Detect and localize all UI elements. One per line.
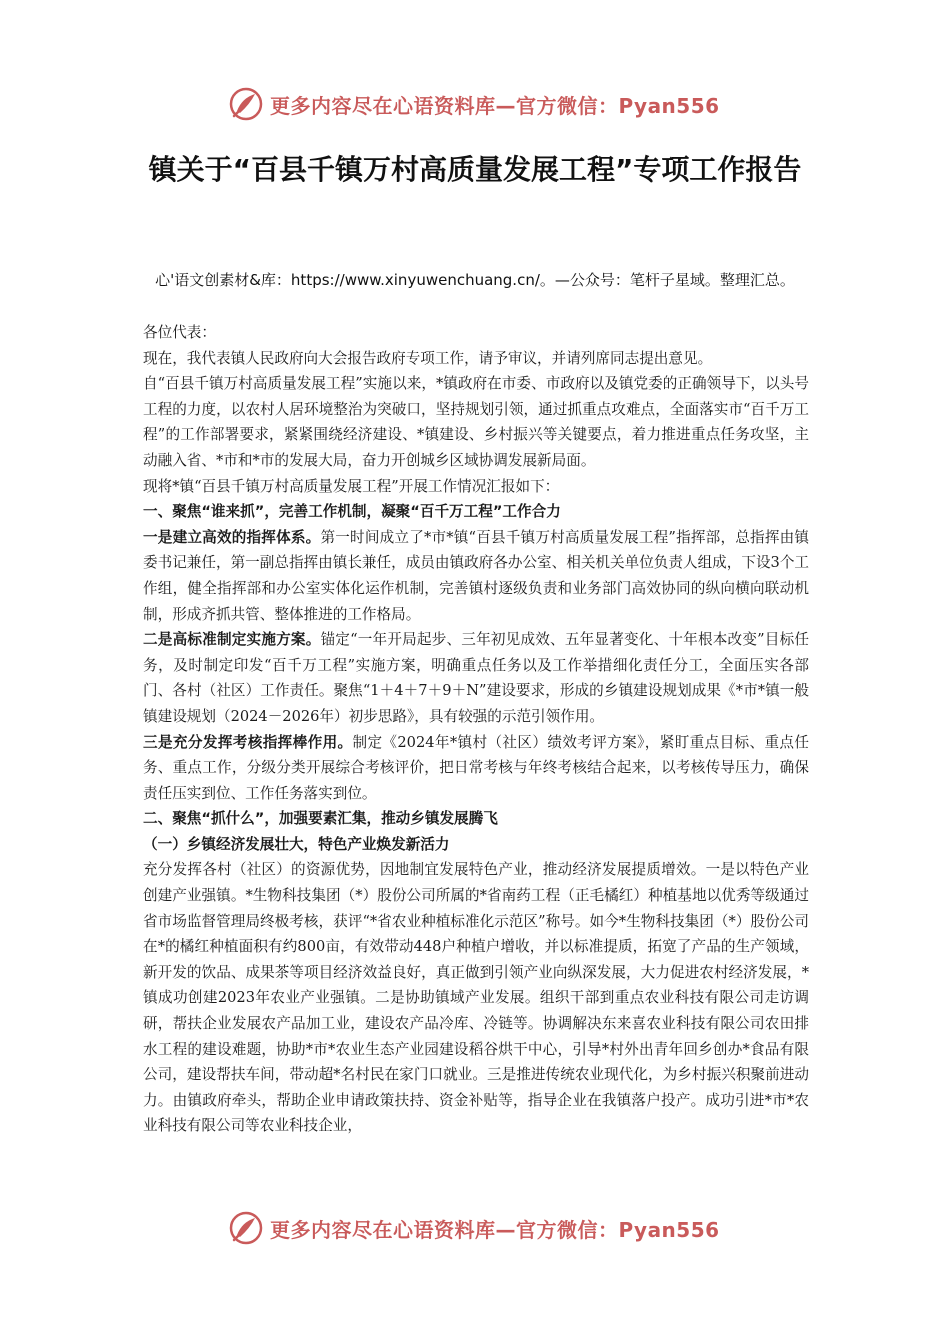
watermark-header xyxy=(228,84,720,124)
document-title: 镇关于“百县千镇万村高质量发展工程”专项工作报告 xyxy=(148,153,802,186)
paragraph xyxy=(143,525,809,627)
lead-text: 三是充分发挥考核指挥棒作用。 xyxy=(143,733,353,751)
section-heading: 一、聚焦“谁来抓”，完善工作机制，凝聚“百千万工程”工作合力 xyxy=(143,503,561,521)
paragraph-text: 锚定“一年开局起步、三年初见成效、五年显著变化、十年根本改变”目标任务，及时制定印发“百千万工程”实施方案，明确重点任务以及工作举措细化责任分工，全面压实各部门、各村（社区）工作责任。聚焦“1＋4＋7＋9＋N”建设要求，形成的乡镇建设规划成果《*市*镇一般镇建设规划（2024－2026年）初步思路》，具有较强的示范引领作用。 xyxy=(143,631,809,725)
lead-text: 二是高标准制定实施方案。 xyxy=(143,631,321,649)
document-body xyxy=(143,320,809,1139)
paragraph xyxy=(143,730,809,807)
paragraph-text: 制定《2024年*镇村（社区）绩效考评方案》，紧盯重点目标、重点任务、重点工作，分级分类开展综合考核评价，把日常考核与年终考核结合起来，以考核传导压力，确保责任压实到位、工作任务落实到位。 xyxy=(143,733,809,802)
paragraph-text: 第一时间成立了*市*镇“百县千镇万村高质量发展工程”指挥部，总指挥由镇委书记兼任，第一副总指挥由镇长兼任，成员由镇政府各办公室、相关机关单位负责人组成，下设3个工作组，健全指挥部和办公室实体化运作机制，完善镇村逐级负责和业务部门高效协同的纵向横向联动机制，形成齐抓共管、整体推进的工作格局。 xyxy=(143,528,810,623)
greeting: 各位代表： xyxy=(143,324,216,341)
watermark-footer xyxy=(228,1208,720,1248)
subsection-heading: （一）乡镇经济发展壮大，特色产业焕发新活力 xyxy=(143,835,450,853)
pen-logo-icon xyxy=(228,1210,264,1246)
lead-text: 一是建立高效的指挥体系。 xyxy=(143,528,321,546)
watermark-text: 更多内容尽在心语资料库—官方微信：Pyan556 xyxy=(270,93,720,118)
paragraph: 现在，我代表镇人民政府向大会报告政府专项工作，请予审议，并请列席同志提出意见。 xyxy=(143,349,713,367)
paragraph: 自“百县千镇万村高质量发展工程”实施以来，*镇政府在市委、市政府以及镇党委的正确领导下，以头号工程的力度，以农村人居环境整治为突破口，坚持规划引领，通过抓重点攻难点，全面落实市“百千万工程”的工作部署要求，紧紧围绕经济建设、*镇建设、乡村振兴等关键要点，着力推进重点任务攻坚，主动融入省、*市和*市的发展大局，奋力开创城乡区域协调发展新局面。 xyxy=(143,375,809,469)
watermark-text: 更多内容尽在心语资料库—官方微信：Pyan556 xyxy=(270,1217,720,1242)
section-heading: 二、聚焦“抓什么”，加强要素汇集，推动乡镇发展腾飞 xyxy=(143,810,498,828)
pen-logo-icon xyxy=(228,86,264,122)
paragraph: 现将*镇“百县千镇万村高质量发展工程”开展工作情况汇报如下： xyxy=(143,477,560,495)
paragraph: 充分发挥各村（社区）的资源优势，因地制宜发展特色产业，推动经济发展提质增效。一是以特色产业创建产业强镇。*生物科技集团（*）股份公司所属的*省南药工程（正毛橘红）种植基地以优秀等级通过省市场监督管理局终极考核，获评“*省农业种植标准化示范区”称号。如今*生物科技集团（*）股份公司在*的橘红种植面积有约800亩，有效带动448户种植户增收，并以标准提质，拓宽了产品的生产领域，新开发的饮品、成果茶等项目经济效益良好，真正做到引领产业向纵深发展，大力促进农村经济发展，*镇成功创建2023年农业产业强镇。二是协助镇域产业发展。组织干部到重点农业科技有限公司走访调研，帮扶企业发展农产品加工业，建设农产品冷库、冷链等。协调解决东来喜农业科技有限公司农田排水工程的建设难题，协助*市*农业生态产业园建设稻谷烘干中心，引导*村外出青年回乡创办*食品有限公司，建设帮扶车间，带动超*名村民在家门口就业。三是推进传统农业现代化，为乡村振兴积聚前进动力。由镇政府牵头，帮助企业申请政策扶持、资金补贴等，指导企业在我镇落户投产。成功引进*市*农业科技有限公司等农业科技企业， xyxy=(143,861,809,1135)
source-line: 心'语文创素材&库：https://www.xinyuwenchuang.cn/。—公众号：笔杆子星域。整理汇总。 xyxy=(155,271,795,289)
paragraph xyxy=(143,627,809,729)
